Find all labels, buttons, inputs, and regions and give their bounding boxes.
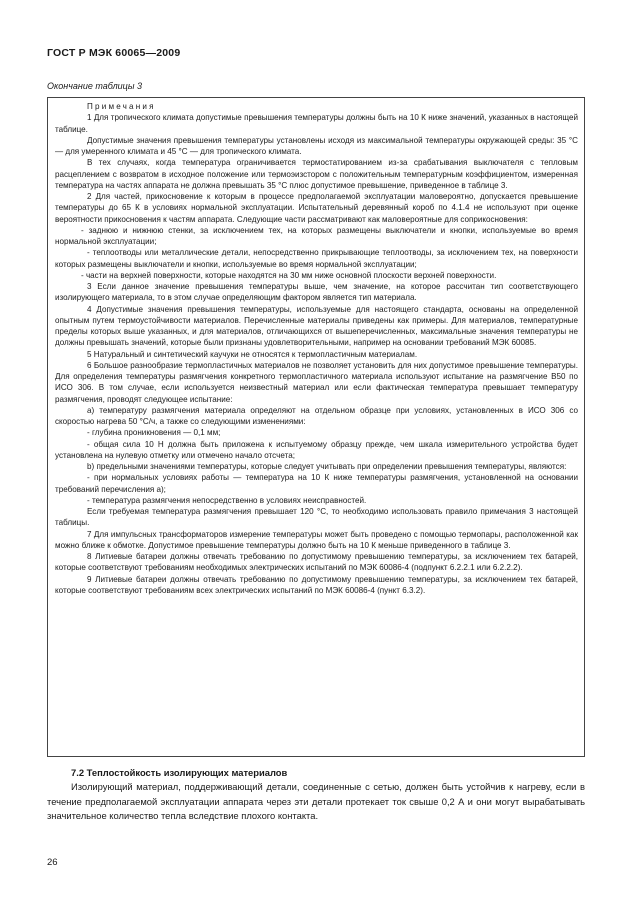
- page-number: 26: [47, 857, 58, 868]
- note-paragraph: 2 Для частей, прикосновение к которым в процессе предполагаемой эксплуатации маловероятно, допускается превышение температуры до 65 К в условиях нормальной эксплуатации. Испытательный деревянный короб по 4.1.4 не используют при оценке вероятности прикосновения к частям аппарата. Следующие части рассматривают как маловероятные для соприкосновения:: [55, 192, 578, 224]
- notes-block: [55, 101, 578, 596]
- section-7-2: [47, 766, 585, 823]
- note-paragraph: Если требуемая температура размягчения превышает 120 °С, то необходимо использовать правило примечания 3 настоящей таблицы.: [55, 507, 578, 528]
- note-paragraph: 8 Литиевые батареи должны отвечать требованию по допустимому превышению температуры, за исключением тех батарей, которые соответствуют требованиям необходимых электрических испытаний по МЭК 60086-4 (подпункт 6.2.2.1 или 6.2.2.2).: [55, 552, 578, 573]
- note-paragraph: 7 Для импульсных трансформаторов измерение температуры может быть проведено с помощью термопары, расположенной как можно ближе к обмотке. Допустимое превышение температуры должно быть на 10 К меньше приведенного в таблице 3.: [55, 529, 578, 550]
- note-paragraph: 6 Большое разнообразие термопластичных материалов не позволяет установить для них допустимое превышение температуры. Для определения температуры размягчения конкретного термопластичного материала используют испытание на размягчение В50 по ИСО 306. В том случае, если используется неизвестный материал или если фактическая температура превышает температуру размягчения, проводят следующее испытание:: [55, 360, 578, 404]
- note-list-item: - заднюю и нижнюю стенки, за исключением тех, на которых размещены выключатели и кнопки, используемые во время нормальной эксплуатации;: [55, 225, 578, 246]
- note-paragraph: 4 Допустимые значения превышения температуры, используемые для настоящего стандарта, основаны на определенной опытным путем термоустойчивости материалов. Перечисленные материалы приведены как примеры. Для материалов, температурные пределы которых выше указанных, и для материалов, отличающихся от вышеперечисленных, максимальные значения температуры не должны превышать значений, которые были признаны удовлетворительными, например на основании требований МЭК 60085.: [55, 304, 578, 348]
- note-list-item: - теплоотводы или металлические детали, непосредственно прикрывающие теплоотводы, за исключением тех, на поверхности которых размещены выключатели и кнопки, используемые во время нормальной эксплуатации;: [55, 248, 578, 269]
- note-paragraph: а) температуру размягчения материала определяют на отдельном образце при условиях, установленных в ИСО 306 со скоростью нагрева 50 °С/ч, а также со следующими изменениями:: [55, 405, 578, 426]
- note-paragraph: 5 Натуральный и синтетический каучуки не относятся к термопластичным материалам.: [87, 349, 418, 359]
- note-list-item: - части на верхней поверхности, которые находятся на 30 мм ниже основной плоскости верхней поверхности.: [81, 270, 497, 280]
- note-list-item: - при нормальных условиях работы — температура на 10 К ниже температуры размягчения, установленной на основании требований перечисления а);: [55, 473, 578, 494]
- note-list-item: - температура размягчения непосредственно в условиях неисправностей.: [87, 495, 367, 505]
- note-paragraph: В тех случаях, когда температура ограничивается термостатированием из-за срабатывания выключателя с тепловым расцеплением с возвратом в исходное положение или термоэизстором с положительным температурным коэффициентом, измеренная температура на частях аппарата не должна превышать 35 °С плюс допустимое превышение, приведенное в таблице 3.: [55, 158, 578, 190]
- note-paragraph: Допустимые значения превышения температуры установлены исходя из максимальной температуры окружающей среды: 35 °С — для умеренного климата и 45 °С — для тропического климата.: [55, 135, 578, 156]
- table-continuation-caption: Окончание таблицы 3: [47, 81, 142, 91]
- note-paragraph: b) предельными значениями температуры, которые следует учитывать при определении превышения температуры, являются:: [87, 462, 567, 471]
- section-body: Изолирующий материал, поддерживающий детали, соединенные с сетью, должен быть устойчив к нагреву, если в течение предполагаемой эксплуатации аппарата через эти детали протекает ток свыше 0,2 А и они могут вырабатывать значительное количество тепла вследствие плохого контакта.: [47, 781, 585, 821]
- document-header: ГОСТ Р МЭК 60065—2009: [47, 47, 181, 59]
- section-title: 7.2 Теплостойкость изолирующих материалов: [71, 767, 288, 778]
- note-paragraph: 1 Для тропического климата допустимые превышения температуры должны быть на 10 К ниже значений, указанных в настоящей таблице.: [55, 113, 578, 134]
- note-paragraph: 9 Литиевые батареи должны отвечать требованию по допустимому превышению температуры, за исключением тех батарей, которые соответствуют требованиям всех электрических испытаний по МЭК 60086-4 (пункт 6.3.2).: [55, 574, 578, 595]
- note-list-item: - общая сила 10 Н должна быть приложена к испытуемому образцу прежде, чем шкала измерительного устройства будет установлена на нулевую отметку или отмечено начало отсчета;: [55, 439, 578, 460]
- note-list-item: - глубина проникновения — 0,1 мм;: [87, 428, 221, 438]
- note-paragraph: 3 Если данное значение превышения температуры выше, чем значение, на которое рассчитан тип соответствующего изолирующего материала, то в этом случае определяющим фактором является тип материала.: [55, 282, 578, 303]
- notes-title: Примечания: [87, 102, 156, 111]
